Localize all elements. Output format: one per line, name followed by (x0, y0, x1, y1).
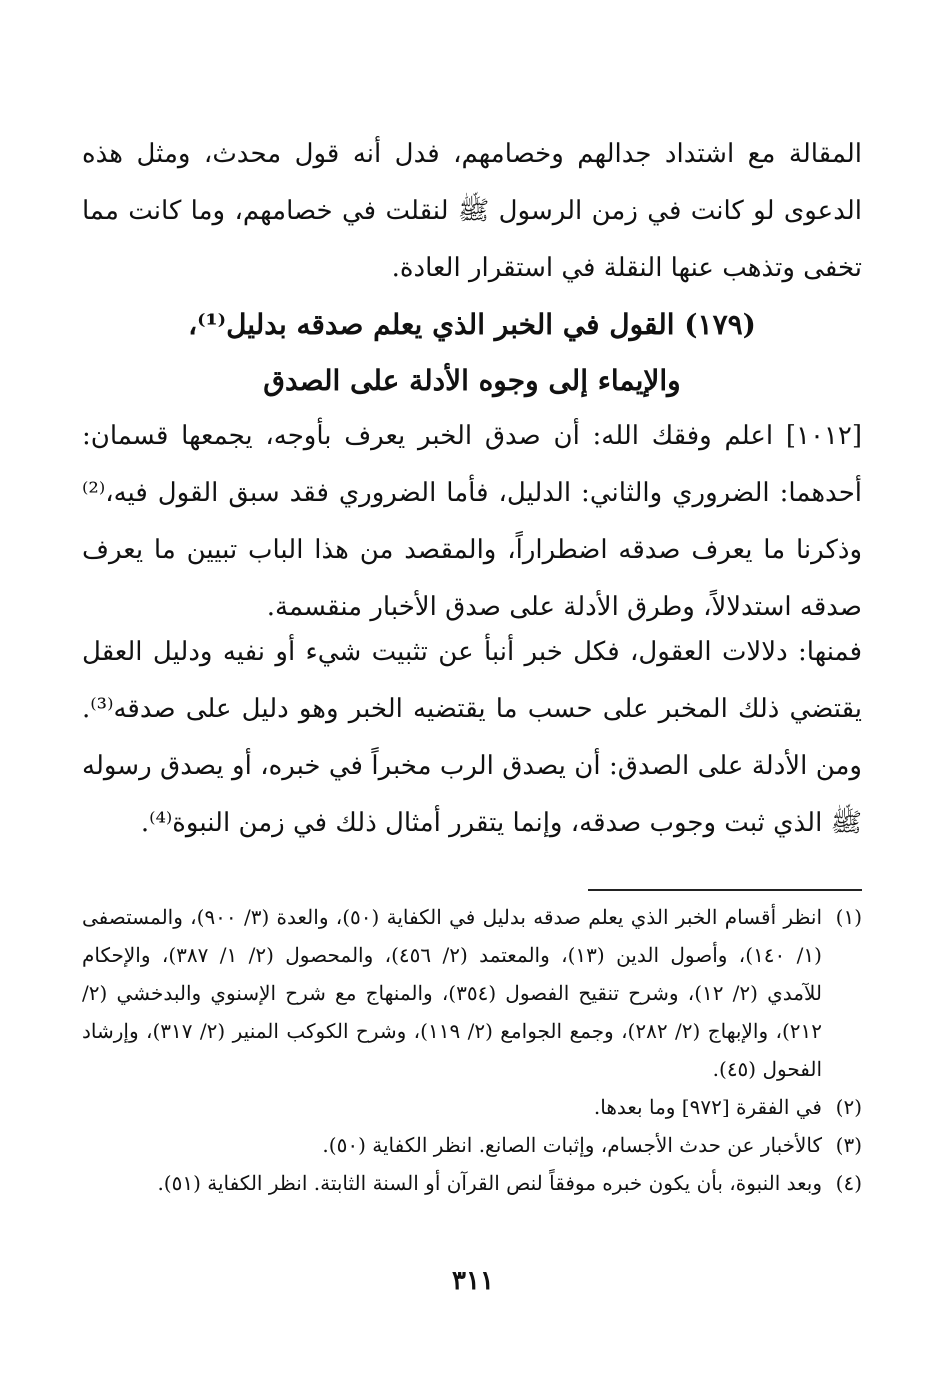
footnote-number: (١) (835, 905, 862, 929)
evidence-paragraph: فمنها: دلالات العقول، فكل خبر أنبأ عن تثبيت شيء أو نفيه ودليل العقل يقتضي ذلك المخبر على حسب ما يقتضيه الخبر وهو دليل على صدقه⁽³⁾. ومن الأدلة على الصدق: أن يصدق الرب مخبراً في خبره، أو يصدق رسوله ﷺ الذي ثبت وجوب صدقه، وإنما يتقرر أمثال ذلك في زمن النبوة⁽⁴⁾. (82, 637, 862, 838)
footnote-text: كالأخبار عن حدث الأجسام، وإثبات الصانع. انظر الكفاية (٥٠). (322, 1133, 822, 1157)
footnote-text: انظر أقسام الخبر الذي يعلم صدقه بدليل في الكفاية (٥٠)، والعدة (٣/ ٩٠٠)، والمستصفى (١/ ١٤٠)، وأصول الدين (١٣)، والمعتمد (٢/ ٤٥٦)، والمحصول (٢/ ١/ ٣٨٧)، والإحكام للآمدي (٢/ ١٢)، وشرح تنقيح الفصول (٣٥٤)، والمنهاج مع شرح الإسنوي والبدخشي (٢/ ٢١٢)، والإبهاج (٢/ ٢٨٢)، وجمع الجوامع (٢/ ١١٩)، وشرح الكوكب المنير (٢/ ٣١٧)، وإرشاد الفحول (٤٥). (82, 905, 822, 1081)
footnote-number: (٤) (835, 1171, 862, 1195)
page-number: ٣١١ (452, 1266, 494, 1296)
footnote-3 (82, 1126, 862, 1164)
section-paragraph: [١٠١٢] اعلم وفقك الله: أن صدق الخبر يعرف بأوجه، يجمعها قسمان: أحدهما: الضروري والثاني: الدليل، فأما الضروري فقد سبق القول فيه،⁽²⁾ وذكرنا ما يعرف صدقه اضطراراً، والمقصد من هذا الباب تبيين ما يعرف صدقه استدلالاً، وطرق الأدلة على صدق الأخبار منقسمة. (82, 421, 862, 622)
intro-paragraph: المقالة مع اشتداد جدالهم وخصامهم، فدل أنه قول محدث، ومثل هذه الدعوى لو كانت في زمن الرسول ﷺ لنقلت في خصامهم، وما كانت مما تخفى وتذهب عنها النقلة في استقرار العادة. (82, 139, 862, 283)
footnote-4 (82, 1164, 862, 1202)
footnotes (82, 898, 862, 1202)
section-heading-line-1: (١٧٩) القول في الخبر الذي يعلم صدقه بدليل⁽¹⁾، (188, 308, 756, 341)
section-heading-line-2: والإيماء إلى وجوه الأدلة على الصدق (263, 364, 681, 397)
footnote-text: وبعد النبوة، بأن يكون خبره موفقاً لنص القرآن أو السنة الثابتة. انظر الكفاية (٥١). (157, 1171, 822, 1195)
footnote-text: في الفقرة [٩٧٢] وما بعدها. (593, 1095, 822, 1119)
footnote-1 (82, 898, 862, 1088)
footnote-separator (588, 889, 862, 891)
footnote-number: (٢) (835, 1095, 862, 1119)
footnote-number: (٣) (835, 1133, 862, 1157)
footnote-2 (82, 1088, 862, 1126)
